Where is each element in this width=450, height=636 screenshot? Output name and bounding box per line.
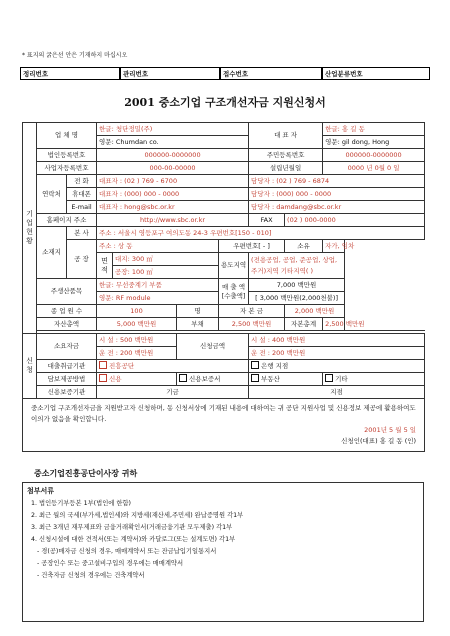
- debt-label: 부채: [177, 318, 219, 331]
- admin-number-field[interactable]: 관리번호: [120, 67, 220, 80]
- mobile-label: 휴대폰: [67, 188, 97, 201]
- attachment-item: 1. 법인등기부등본 1부(법인에 한함): [31, 500, 132, 507]
- assets-label: 자산총액: [37, 318, 97, 331]
- section-application-label: 신청: [23, 334, 37, 399]
- product-label: 주생산품목: [37, 279, 97, 305]
- contact-label: 연락처: [37, 175, 67, 214]
- agency-option-bank[interactable]: 은행 지점: [249, 360, 425, 373]
- checkbox-icon: [99, 374, 107, 382]
- recipient: 중소기업진흥공단이사장 귀하: [34, 468, 138, 478]
- declaration-applicant[interactable]: 신청인(대표) 홍 길 동 (인): [341, 437, 417, 445]
- form-note: * 표지의 굵은선 안은 기재하지 마십시오: [22, 52, 128, 59]
- facility-fund: 시 설 : 500 백만원: [97, 334, 177, 347]
- homepage-label: 홈페이지 주소: [37, 214, 97, 227]
- guarantor-label: 신용보증기관: [37, 386, 97, 399]
- receipt-number-field[interactable]: 접수번호: [220, 67, 322, 80]
- ownership-label: 소유: [285, 240, 323, 253]
- zone-value[interactable]: (전용공업, 공업, 준공업, 상업,주거)지역 기타지역( ): [249, 253, 345, 279]
- export-value[interactable]: [ 3,000 백만원(2,000천불)]: [249, 292, 345, 305]
- location-label: 소재지: [37, 227, 67, 279]
- representative-label: 대 표 자: [249, 123, 323, 149]
- declaration-box: [23, 399, 425, 452]
- zone-label: 용도지역: [219, 253, 249, 279]
- land-area[interactable]: 대지: 300 ㎡: [113, 253, 219, 266]
- applied-facility-fund: 시 설 : 400 백만원: [249, 334, 425, 347]
- representative-ko[interactable]: 한글: 홍 길 동: [323, 123, 425, 136]
- company-name-en[interactable]: 영문: Chumdan co.: [97, 136, 249, 149]
- biz-reg-label: 사업자등록번호: [37, 162, 97, 175]
- resident-no-label: 주민등록번호: [249, 149, 323, 162]
- product-en[interactable]: 영문: RF module: [97, 292, 219, 305]
- operating-fund: 운 전 : 200 백만원: [97, 347, 177, 360]
- reg-number-field[interactable]: 정리번호: [20, 67, 120, 80]
- sales-value[interactable]: 7,000 백만원: [249, 279, 345, 292]
- hq-label: 본 사: [67, 227, 97, 240]
- guarantor-value[interactable]: 기금: [97, 386, 249, 399]
- hq-address[interactable]: 주소 : 서울시 영등포구 여의도동 24-3 우편번호[150 - 010]: [97, 227, 425, 240]
- attachment-item: - 공장인수 또는 중고설비구입의 경우에는 매매계약서: [37, 560, 184, 567]
- email-manager-value[interactable]: 담당자 : damdang@sbc.or.kr: [249, 201, 425, 214]
- employee-unit: 명: [177, 305, 219, 318]
- tel-label: 전 화: [67, 175, 97, 188]
- email-label: E-mail: [67, 201, 97, 214]
- industry-code-field[interactable]: 산업분류번호: [322, 67, 430, 80]
- collateral-label: 담보제공방법: [37, 373, 97, 386]
- mobile-rep-value[interactable]: 대표자 : (000) 000 - 0000: [97, 188, 249, 201]
- collateral-option-guarantee[interactable]: 신용보증서: [177, 373, 249, 386]
- factory-address[interactable]: 주소 : 상 동: [97, 240, 219, 253]
- product-ko[interactable]: 한글: 무선중계기 부품: [97, 279, 219, 292]
- attachments-title: 첨부서류: [27, 487, 55, 495]
- fax-value[interactable]: (02 ) 000-0000: [285, 214, 425, 227]
- equity-label: 자본총계: [285, 318, 323, 331]
- checkbox-icon: [99, 361, 107, 369]
- capital-label: 자 본 금: [219, 305, 285, 318]
- lending-agency-label: 대출취급기관: [37, 360, 97, 373]
- biz-reg-value[interactable]: 000-00-00000: [97, 162, 249, 175]
- collateral-option-other[interactable]: 기타: [323, 373, 425, 386]
- attachment-item: 2. 최근 월의 국세(부가세,법인세)와 지방세(재산세,주민세) 완납증명원 각1부: [31, 512, 244, 519]
- homepage-value[interactable]: http://www.sbc.or.kr: [97, 214, 249, 227]
- checkbox-icon: [325, 374, 333, 382]
- tel-manager-value[interactable]: 담당자 : (02 ) 769 - 6874: [249, 175, 425, 188]
- sales-label: 매 출 액 [수출액]: [219, 279, 249, 305]
- mobile-manager-value[interactable]: 담당자 : (000) 000 - 0000: [249, 188, 425, 201]
- debt-value[interactable]: 2,500 백만원: [219, 318, 285, 331]
- agency-option-sbc[interactable]: 진흥공단: [97, 360, 249, 373]
- est-date-value[interactable]: 0000 년 0월 0 일: [323, 162, 425, 175]
- guarantor-branch[interactable]: 지점: [249, 386, 425, 399]
- representative-en[interactable]: 영문: gil dong, Hong: [323, 136, 425, 149]
- form-title: 2001 중소기업 구조개선자금 지원신청서: [124, 96, 326, 109]
- factory-area[interactable]: 공장: 100 ㎡: [113, 266, 219, 279]
- company-name-label: 업 체 명: [37, 123, 97, 149]
- checkbox-icon: [251, 374, 259, 382]
- declaration-text: 중소기업 구조개선자금을 지원받고자 신청하며, 동 신청서상에 기재된 내용에 대하여는 귀 공단 지원사업 및 신용정보 제공에 활용하여도 이의가 없음을 확인합니다.: [31, 404, 416, 423]
- attachment-item: - 경(공)매자금 신청의 경우, 매매계약서 또는 잔금납입기일통지서: [37, 548, 217, 555]
- declaration-date[interactable]: 2001년 5 월 5 일: [364, 426, 417, 434]
- application-table: [22, 122, 425, 452]
- corp-reg-value[interactable]: 000000-0000000: [97, 149, 249, 162]
- resident-no-value[interactable]: 000000-0000000: [323, 149, 425, 162]
- company-name-ko[interactable]: 한글: 청단정밀(주): [97, 123, 249, 136]
- collateral-option-realestate[interactable]: 부동산: [249, 373, 323, 386]
- attachment-item: 4. 신청시설에 대한 견적서(또는 계약서)와 카달로그(또는 설계도면) 각1부: [31, 536, 236, 543]
- area-label: 면적: [97, 253, 113, 279]
- email-rep-value[interactable]: 대표자 : hong@sbc.or.kr: [97, 201, 249, 214]
- checkbox-icon: [251, 361, 259, 369]
- applied-amount-label: 신청금액: [177, 334, 249, 360]
- factory-label: 공 장: [67, 240, 97, 279]
- capital-value[interactable]: 2,000 백만원: [285, 305, 345, 318]
- section-corporate-label: 기업현황: [23, 123, 37, 334]
- required-fund-label: 소요자금: [37, 334, 97, 360]
- equity-value[interactable]: 2,500 백만원: [323, 318, 345, 331]
- assets-value[interactable]: 5,000 백만원: [97, 318, 177, 331]
- employee-label: 종 업 원 수: [37, 305, 97, 318]
- applied-operating-fund: 운 전 : 200 백만원: [249, 347, 425, 360]
- factory-zip[interactable]: 우편번호[ - ]: [219, 240, 285, 253]
- est-date-label: 설립년월일: [249, 162, 323, 175]
- management-number-bar: [20, 67, 430, 82]
- fax-label: FAX: [249, 214, 285, 227]
- tel-rep-value[interactable]: 대표자 : (02 ) 769 - 6700: [97, 175, 249, 188]
- employee-value[interactable]: 100: [97, 305, 177, 318]
- ownership-value[interactable]: 자가, 임차: [323, 240, 345, 253]
- attachments-box: [22, 482, 424, 622]
- corp-reg-label: 법인등록번호: [37, 149, 97, 162]
- checkbox-icon: [179, 374, 187, 382]
- attachment-item: - 건축자금 신청의 경우에는 건축계약서: [37, 572, 145, 579]
- collateral-option-credit[interactable]: 신용: [97, 373, 177, 386]
- attachment-item: 3. 최근 3개년 재무제표와 금융거래확인서(거래금융기관 모두제출) 각1부: [31, 524, 233, 531]
